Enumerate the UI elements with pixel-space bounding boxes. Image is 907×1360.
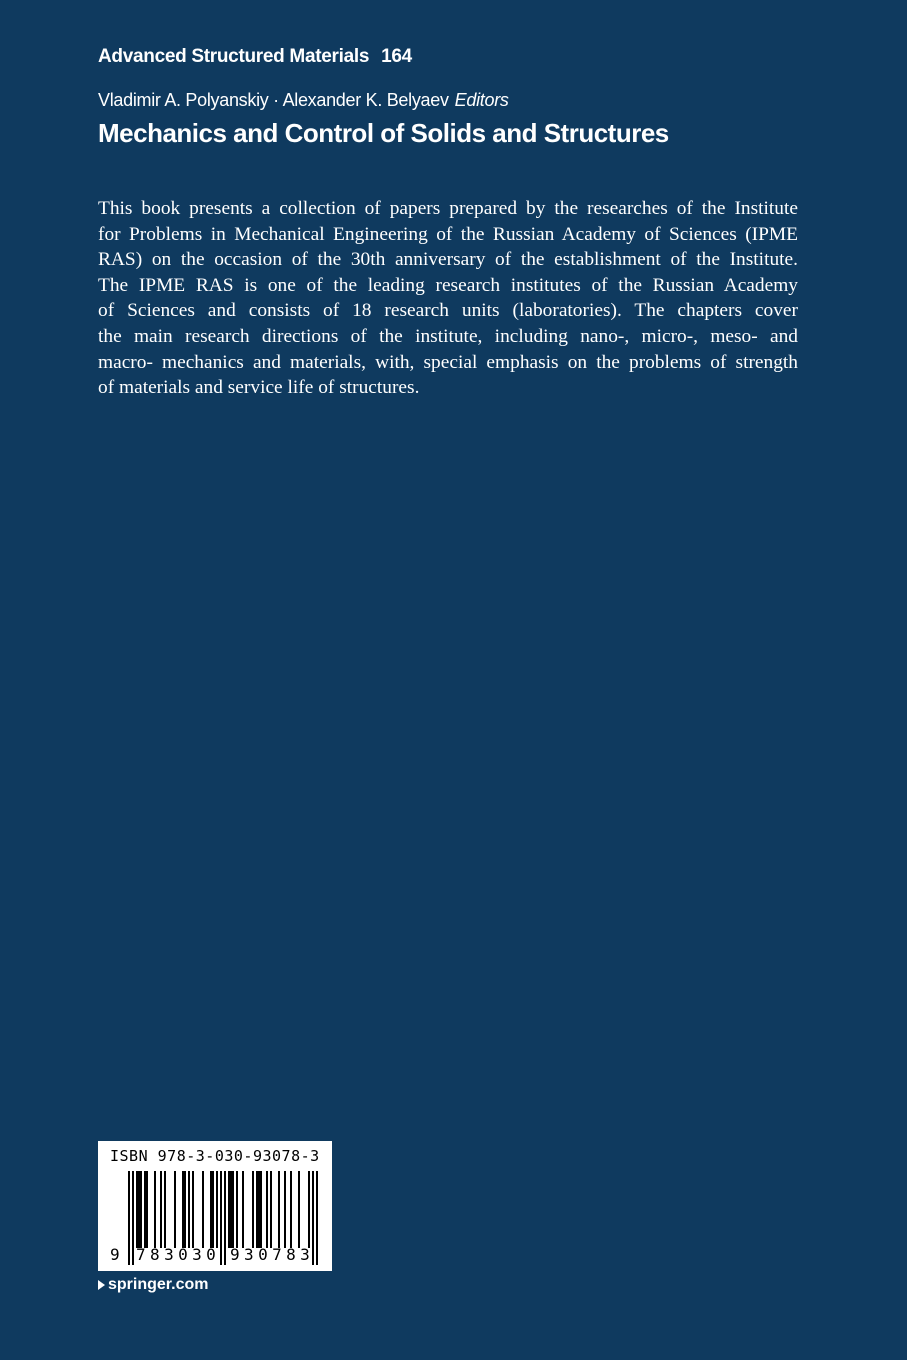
editors-line — [98, 90, 509, 111]
barcode-bar — [138, 1171, 140, 1248]
barcode-bar — [260, 1171, 262, 1248]
isbn-barcode — [98, 1141, 332, 1271]
barcode-bar — [154, 1171, 156, 1248]
book-description — [98, 196, 798, 401]
description-line: This book presents a collection of papers prepared by the researches of the Institute — [98, 198, 798, 219]
arrow-right-icon — [98, 1280, 105, 1290]
barcode-bar — [184, 1171, 186, 1248]
description-line: macro- mechanics and materials, with, special emphasis on the problems of strength — [98, 351, 798, 373]
barcode-bar — [188, 1171, 190, 1248]
barcode-bar — [284, 1171, 286, 1248]
barcode-first-digit: 9 — [110, 1245, 120, 1264]
description-line: The IPME RAS is one of the leading research institutes of the Russian Academy — [98, 274, 798, 296]
barcode-bar — [202, 1171, 204, 1248]
barcode-bar — [210, 1171, 212, 1248]
barcode-bar — [182, 1171, 184, 1248]
barcode-bar — [290, 1171, 292, 1248]
barcode-bar — [308, 1171, 310, 1248]
barcode-bar — [230, 1171, 232, 1248]
barcode-bar — [128, 1171, 130, 1265]
barcode-bar — [216, 1171, 218, 1248]
barcode-bar — [174, 1171, 176, 1248]
isbn-label: ISBN 978-3-030-93078-3 — [110, 1147, 320, 1165]
barcode-bar — [236, 1171, 238, 1248]
barcode-bar — [224, 1171, 226, 1265]
barcode-bar — [220, 1171, 222, 1265]
barcode-bar — [192, 1171, 194, 1248]
barcode-bar — [270, 1171, 272, 1248]
barcode-bar — [160, 1171, 162, 1248]
barcode-bar — [242, 1171, 244, 1248]
series-volume: 164 — [381, 46, 412, 67]
series-name: Advanced Structured Materials — [98, 46, 370, 67]
series-line — [98, 46, 412, 68]
barcode-bar — [144, 1171, 146, 1248]
barcode-bar — [146, 1171, 148, 1248]
barcode-bar — [278, 1171, 280, 1248]
barcode-bar — [266, 1171, 268, 1248]
barcode-right-digits: 930783 — [230, 1245, 315, 1264]
publisher-website[interactable] — [98, 1276, 208, 1294]
barcode-bar — [136, 1171, 138, 1248]
description-line: RAS) on the occasion of the 30th anniversary of the establishment of the Institute. — [98, 249, 798, 271]
barcode-bar — [212, 1171, 214, 1248]
barcode-bar — [132, 1171, 134, 1265]
barcode-bar — [140, 1171, 142, 1248]
barcode-left-digits: 783030 — [136, 1245, 221, 1264]
barcode-bar — [258, 1171, 260, 1248]
description-line: of Sciences and consists of 18 research units (laboratories). The chapters cover — [98, 300, 798, 322]
editors-role: Editors — [454, 90, 509, 110]
barcode-bar — [232, 1171, 234, 1248]
barcode-bar — [228, 1171, 230, 1248]
barcode-bar — [316, 1171, 318, 1265]
editor-names: Vladimir A. Polyanskiy · Alexander K. Belyaev — [98, 90, 449, 110]
description-line: for Problems in Mechanical Engineering of the Russian Academy of Sciences (IPME — [98, 223, 798, 245]
barcode-bar — [256, 1171, 258, 1248]
barcode-bar — [252, 1171, 254, 1248]
description-line: the main research directions of the institute, including nano-, micro-, meso- and — [98, 325, 798, 347]
book-title: Mechanics and Control of Solids and Structures — [98, 118, 669, 148]
description-line: of materials and service life of structures. — [98, 377, 420, 399]
barcode-bar — [164, 1171, 166, 1248]
barcode-bar — [298, 1171, 300, 1248]
website-label: springer.com — [108, 1276, 209, 1293]
